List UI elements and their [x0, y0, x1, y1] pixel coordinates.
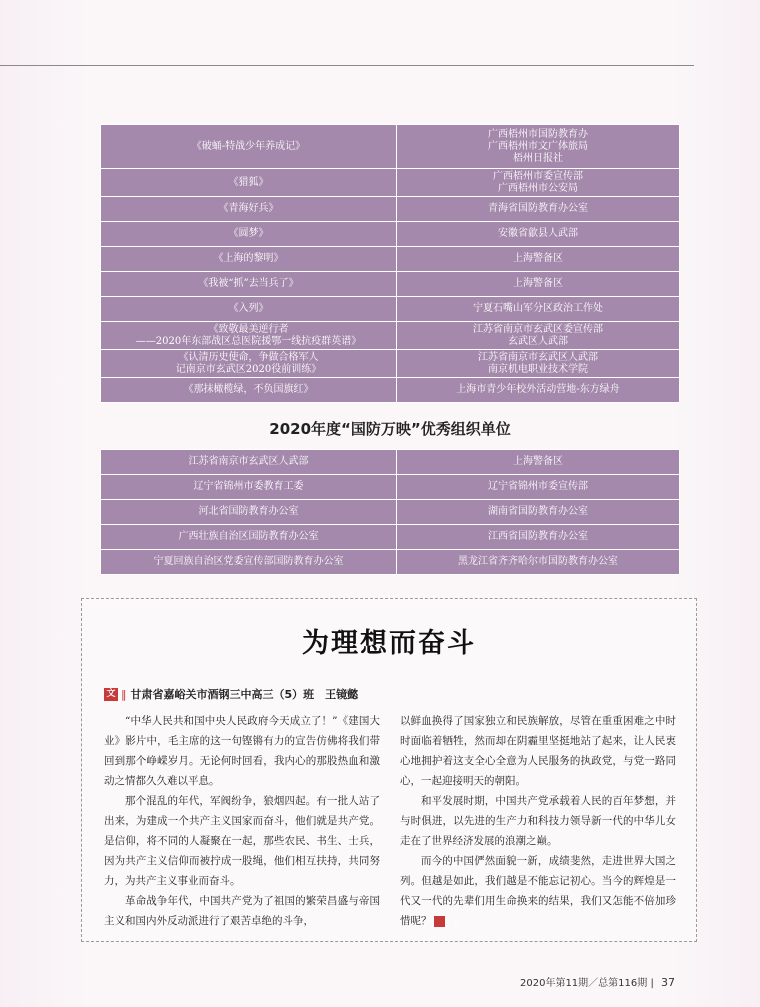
paragraph: 以鲜血换得了国家独立和民族解放，尽管在重重困难之中时时面临着牺牲，然而却在阴霾里坚挺地站了起来，让人民衷心地拥护着这支全心全意为人民服务的执政党，与党一路同心，一起迎接明天的朝阳。	[400, 715, 676, 787]
header-rule	[0, 65, 694, 66]
film-title-cell: 《圆梦》	[101, 222, 397, 247]
film-title-cell: 《我被“抓”去当兵了》	[101, 272, 397, 297]
unit-cell: 江苏省南京市玄武区人武部	[101, 450, 397, 475]
film-title-cell: 《上海的黎明》	[101, 247, 397, 272]
table-row	[101, 350, 680, 378]
unit-cell: 辽宁省锦州市委宣传部	[397, 475, 680, 500]
article-title: 为理想而奋斗	[302, 628, 476, 659]
organizer-units-table	[100, 449, 680, 575]
table-row	[101, 297, 680, 322]
paragraph	[400, 851, 676, 931]
paragraph: 和平发展时期，中国共产党承载着人民的百年梦想，并与时俱进，以先进的生产力和科技力领导新一代的中华儿女走在了世界经济发展的浪潮之巅。	[400, 795, 676, 847]
organization-cell: 江苏省南京市玄武区人武部 南京机电职业技术学院	[397, 350, 680, 378]
film-awards-table	[100, 124, 680, 403]
paragraph: 革命战争年代，中国共产党为了祖国的繁荣昌盛与帝国主义和国内外反动派进行了艰苦卓绝的斗争，	[104, 895, 380, 927]
table-row	[101, 378, 680, 403]
table-row	[101, 322, 680, 350]
film-title-cell: 《猎狐》	[101, 169, 397, 197]
issue-info: 2020年第11期／总第116期	[520, 978, 648, 989]
organization-cell: 上海警备区	[397, 247, 680, 272]
organization-cell: 广西梧州市委宣传部 广西梧州市公安局	[397, 169, 680, 197]
table-row	[101, 500, 680, 525]
unit-cell: 湖南省国防教育办公室	[397, 500, 680, 525]
table-row	[101, 197, 680, 222]
organization-cell: 上海市青少年校外活动营地-东方绿舟	[397, 378, 680, 403]
footer-divider: |	[650, 978, 654, 989]
unit-cell: 黑龙江省齐齐哈尔市国防教育办公室	[397, 550, 680, 575]
article-tag-icon: 文	[104, 688, 118, 701]
author: 甘肃省嘉峪关市酒钢三中高三（5）班 王镜懿	[130, 688, 359, 701]
paragraph: 那个混乱的年代，军阀纷争，狼烟四起。有一批人站了出来，为建成一个共产主义国家而奋斗，他们就是共产党。是信仰，将不同的人凝聚在一起，那些农民、书生、士兵，因为共产主义信仰而被拧成一股绳，他们相互扶持，共同努力，为共产主义事业而奋斗。	[104, 795, 380, 887]
table-row	[101, 525, 680, 550]
byline	[104, 686, 358, 702]
unit-cell: 辽宁省锦州市委教育工委	[101, 475, 397, 500]
unit-cell: 河北省国防教育办公室	[101, 500, 397, 525]
table-row	[101, 169, 680, 197]
organization-cell: 广西梧州市国防教育办 广西梧州市文广体旅局 梧州日报社	[397, 125, 680, 169]
byline-divider: ‖	[121, 687, 127, 701]
unit-cell: 广西壮族自治区国防教育办公室	[101, 525, 397, 550]
organization-cell: 宁夏石嘴山军分区政治工作处	[397, 297, 680, 322]
article-column-right	[400, 711, 676, 931]
article-box	[81, 598, 697, 942]
organization-cell: 青海省国防教育办公室	[397, 197, 680, 222]
section-title: 2020年度“国防万映”优秀组织单位	[269, 420, 511, 438]
film-title-cell: 《那抹橄榄绿，不负国旗红》	[101, 378, 397, 403]
film-title-cell: 《入列》	[101, 297, 397, 322]
table-row	[101, 247, 680, 272]
unit-cell: 上海警备区	[397, 450, 680, 475]
table-row	[101, 450, 680, 475]
table-row	[101, 222, 680, 247]
organization-cell: 上海警备区	[397, 272, 680, 297]
organization-cell: 江苏省南京市玄武区委宣传部 玄武区人武部	[397, 322, 680, 350]
end-mark-icon: G	[434, 916, 445, 927]
page-footer	[520, 974, 675, 989]
paragraph-text: 而今的中国俨然面貌一新，成绩斐然，走进世界大国之列。但越是如此，我们越是不能忘记初心。当今的辉煌是一代又一代的先辈们用生命换来的结果，我们又怎能不倍加珍惜呢？	[400, 855, 676, 927]
page-number: 37	[661, 976, 676, 989]
film-title-cell: 《认清历史使命，争做合格军人 记南京市玄武区2020役前训练》	[101, 350, 397, 378]
article-column-left	[104, 711, 380, 931]
table-row	[101, 272, 680, 297]
unit-cell: 江西省国防教育办公室	[397, 525, 680, 550]
film-title-cell: 《破蛹-特战少年养成记》	[101, 125, 397, 169]
table-row	[101, 550, 680, 575]
table-row	[101, 125, 680, 169]
table-row	[101, 475, 680, 500]
film-title-cell: 《青海好兵》	[101, 197, 397, 222]
organization-cell: 安徽省歙县人武部	[397, 222, 680, 247]
unit-cell: 宁夏回族自治区党委宣传部国防教育办公室	[101, 550, 397, 575]
paragraph: “中华人民共和国中央人民政府今天成立了！”《建国大业》影片中，毛主席的这一句铿锵有力的宣告仿佛将我们带回到那个峥嵘岁月。无论何时回看，我内心的那股热血和激动之情都久久难以平息。	[104, 715, 380, 787]
film-title-cell: 《致敬最美逆行者 ——2020年东部战区总医院援鄂一线抗疫群英谱》	[101, 322, 397, 350]
